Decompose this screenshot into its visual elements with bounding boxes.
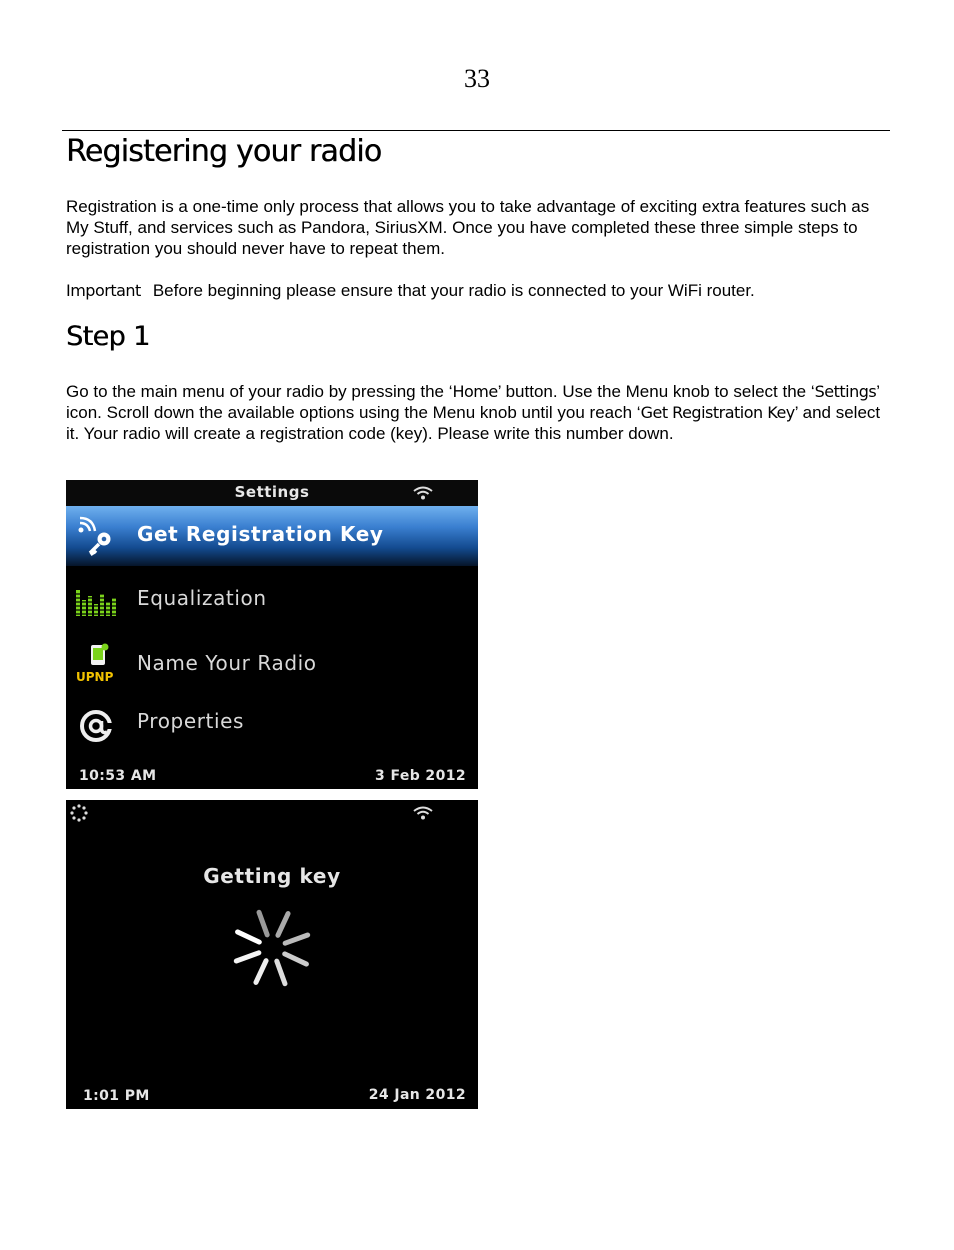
wifi-icon — [412, 486, 434, 500]
equalizer-icon — [74, 578, 120, 620]
step1-text-2: ’ button. Use the Menu knob to select the ‘ — [497, 382, 815, 401]
step-heading: Step 1 — [66, 321, 150, 352]
busy-indicator-icon — [70, 804, 88, 822]
page-title: Registering your radio — [66, 134, 382, 169]
settings-term: Settings — [814, 382, 877, 401]
screen-title: Settings — [234, 483, 310, 501]
upnp-icon-text: UPNP — [76, 670, 114, 684]
menu-item-label: Properties — [137, 709, 245, 733]
getting-key-message: Getting key — [203, 864, 341, 888]
page-number: 33 — [464, 64, 490, 93]
menu-item-label: Name Your Radio — [137, 651, 317, 675]
important-label: Important — [66, 281, 141, 300]
status-date: 24 Jan 2012 — [368, 1087, 466, 1103]
getting-key-screen — [66, 800, 478, 1109]
registration-key-icon — [74, 515, 120, 557]
important-note — [66, 280, 896, 301]
menu-item-label: Get Registration Key — [137, 522, 384, 546]
important-text: Before beginning please ensure that your radio is connected to your WiFi router. — [152, 281, 755, 300]
status-time: 1:01 PM — [83, 1088, 150, 1104]
step1-text-4: ’ and select it. Your radio will create a registration code (key). Please write this number down. — [66, 403, 881, 443]
upnp-icon — [74, 643, 120, 685]
status-time: 10:53 AM — [79, 768, 157, 784]
settings-screen — [66, 480, 478, 789]
menu-item-properties[interactable] — [66, 695, 478, 755]
intro-paragraph: Registration is a one-time only process that allows you to take advantage of exciting extra features such as My Stuff, and services such as Pandora, SiriusXM. Once you have completed these three simple steps to registration you should never have to repeat them. — [66, 197, 870, 258]
status-date: 3 Feb 2012 — [375, 768, 466, 784]
menu-item-name-your-radio[interactable] — [66, 635, 478, 695]
header-rule — [62, 130, 890, 131]
step1-text-1: Go to the main menu of your radio by pressing the ‘ — [66, 382, 453, 401]
menu-item-label: Equalization — [137, 586, 267, 610]
get-key-term: Get Registration Key — [640, 403, 795, 422]
at-sign-icon — [74, 705, 120, 747]
menu-item-equalization[interactable] — [66, 570, 478, 630]
menu-item-get-registration-key[interactable] — [66, 506, 478, 566]
step1-paragraph — [66, 381, 896, 444]
home-term: Home — [452, 382, 498, 401]
loading-spinner-icon — [228, 904, 316, 992]
screen-top-bar — [66, 480, 478, 506]
wifi-icon — [412, 806, 434, 820]
step1-text-3: ’ icon. Scroll down the available options using the Menu knob until you reach ‘ — [66, 382, 880, 422]
